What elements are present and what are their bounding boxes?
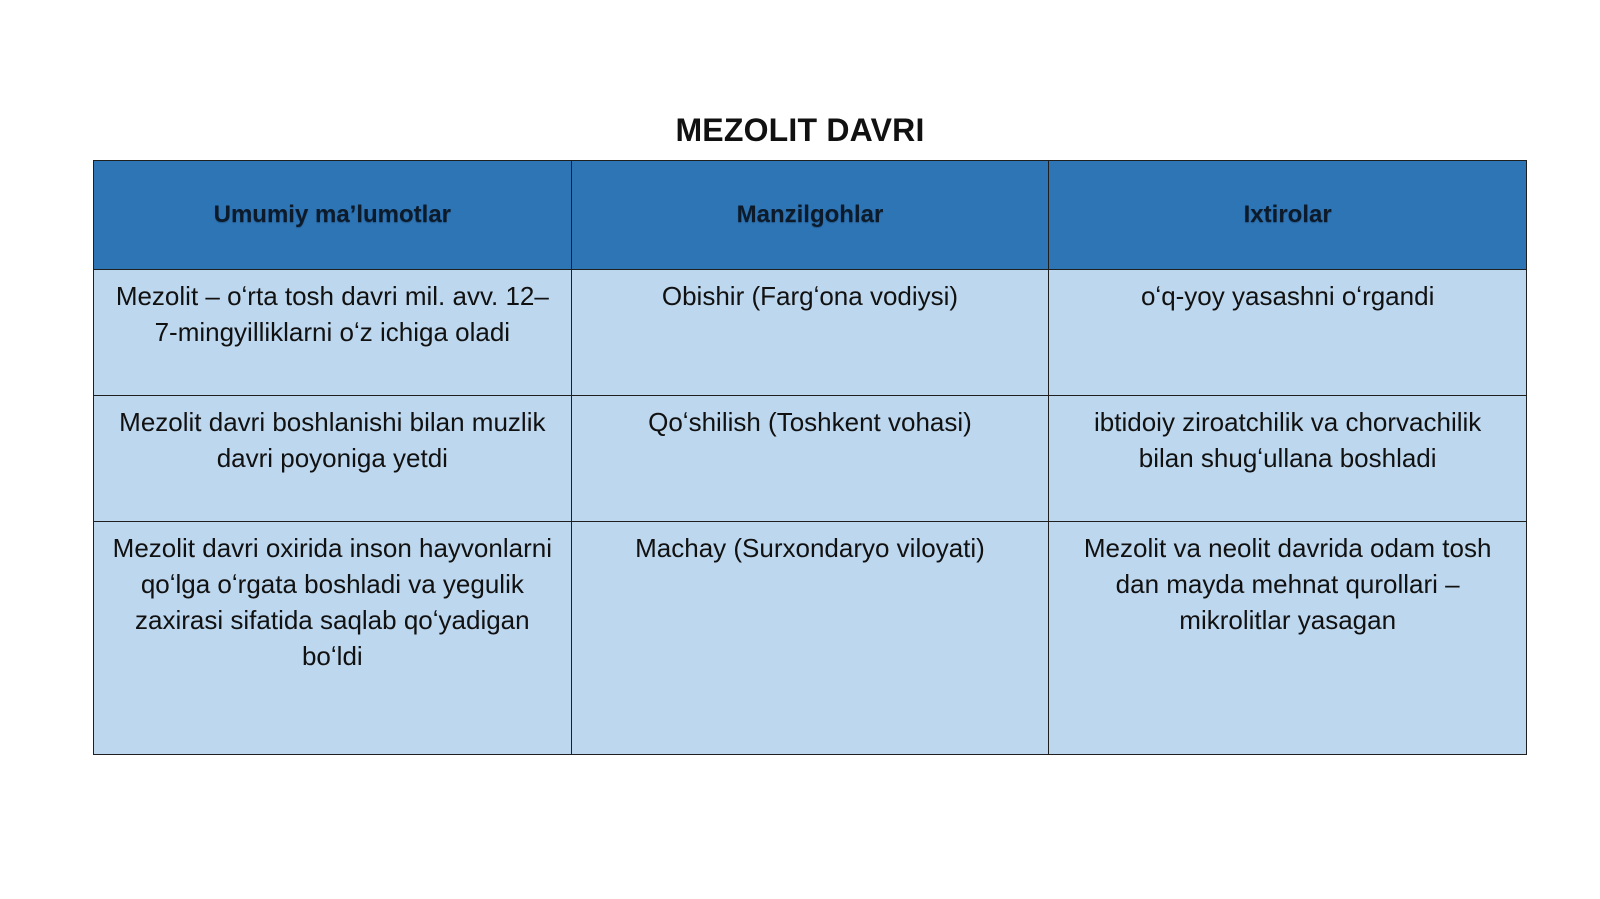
page-title: MEZOLIT DAVRI [675,112,925,148]
header-settlements: Manzilgohlar [571,161,1049,270]
table-cell: ibtidoiy ziroatchilik va chorvachilik bilan shugʻullana boshladi [1049,396,1527,522]
mezolit-table [93,160,1527,755]
table-cell: Obishir (Fargʻona vodiysi) [571,270,1049,396]
table-row [94,270,1527,396]
table-row [94,522,1527,755]
table-header-row [94,161,1527,270]
table-cell: Mezolit davri boshlanishi bilan muzlik davri poyoniga yetdi [94,396,572,522]
table-cell: Qoʻshilish (Toshkent vohasi) [571,396,1049,522]
table-cell: oʻq-yoy yasashni oʻrgandi [1049,270,1527,396]
header-inventions: Ixtirolar [1049,161,1527,270]
table-cell: Mezolit va neolit davrida odam tosh dan mayda mehnat qurollari – mikrolitlar yasagan [1049,522,1527,755]
header-general-info: Umumiy ma’lumotlar [94,161,572,270]
table-cell: Mezolit davri oxirida inson hayvonlarni qoʻlga oʻrgata boshladi va yegulik zaxirasi sifatida saqlab qoʻyadigan boʻldi [94,522,572,755]
table-cell: Machay (Surxondaryo viloyati) [571,522,1049,755]
table-row [94,396,1527,522]
table-cell: Mezolit – oʻrta tosh davri mil. avv. 12–7-mingyilliklarni oʻz ichiga oladi [94,270,572,396]
